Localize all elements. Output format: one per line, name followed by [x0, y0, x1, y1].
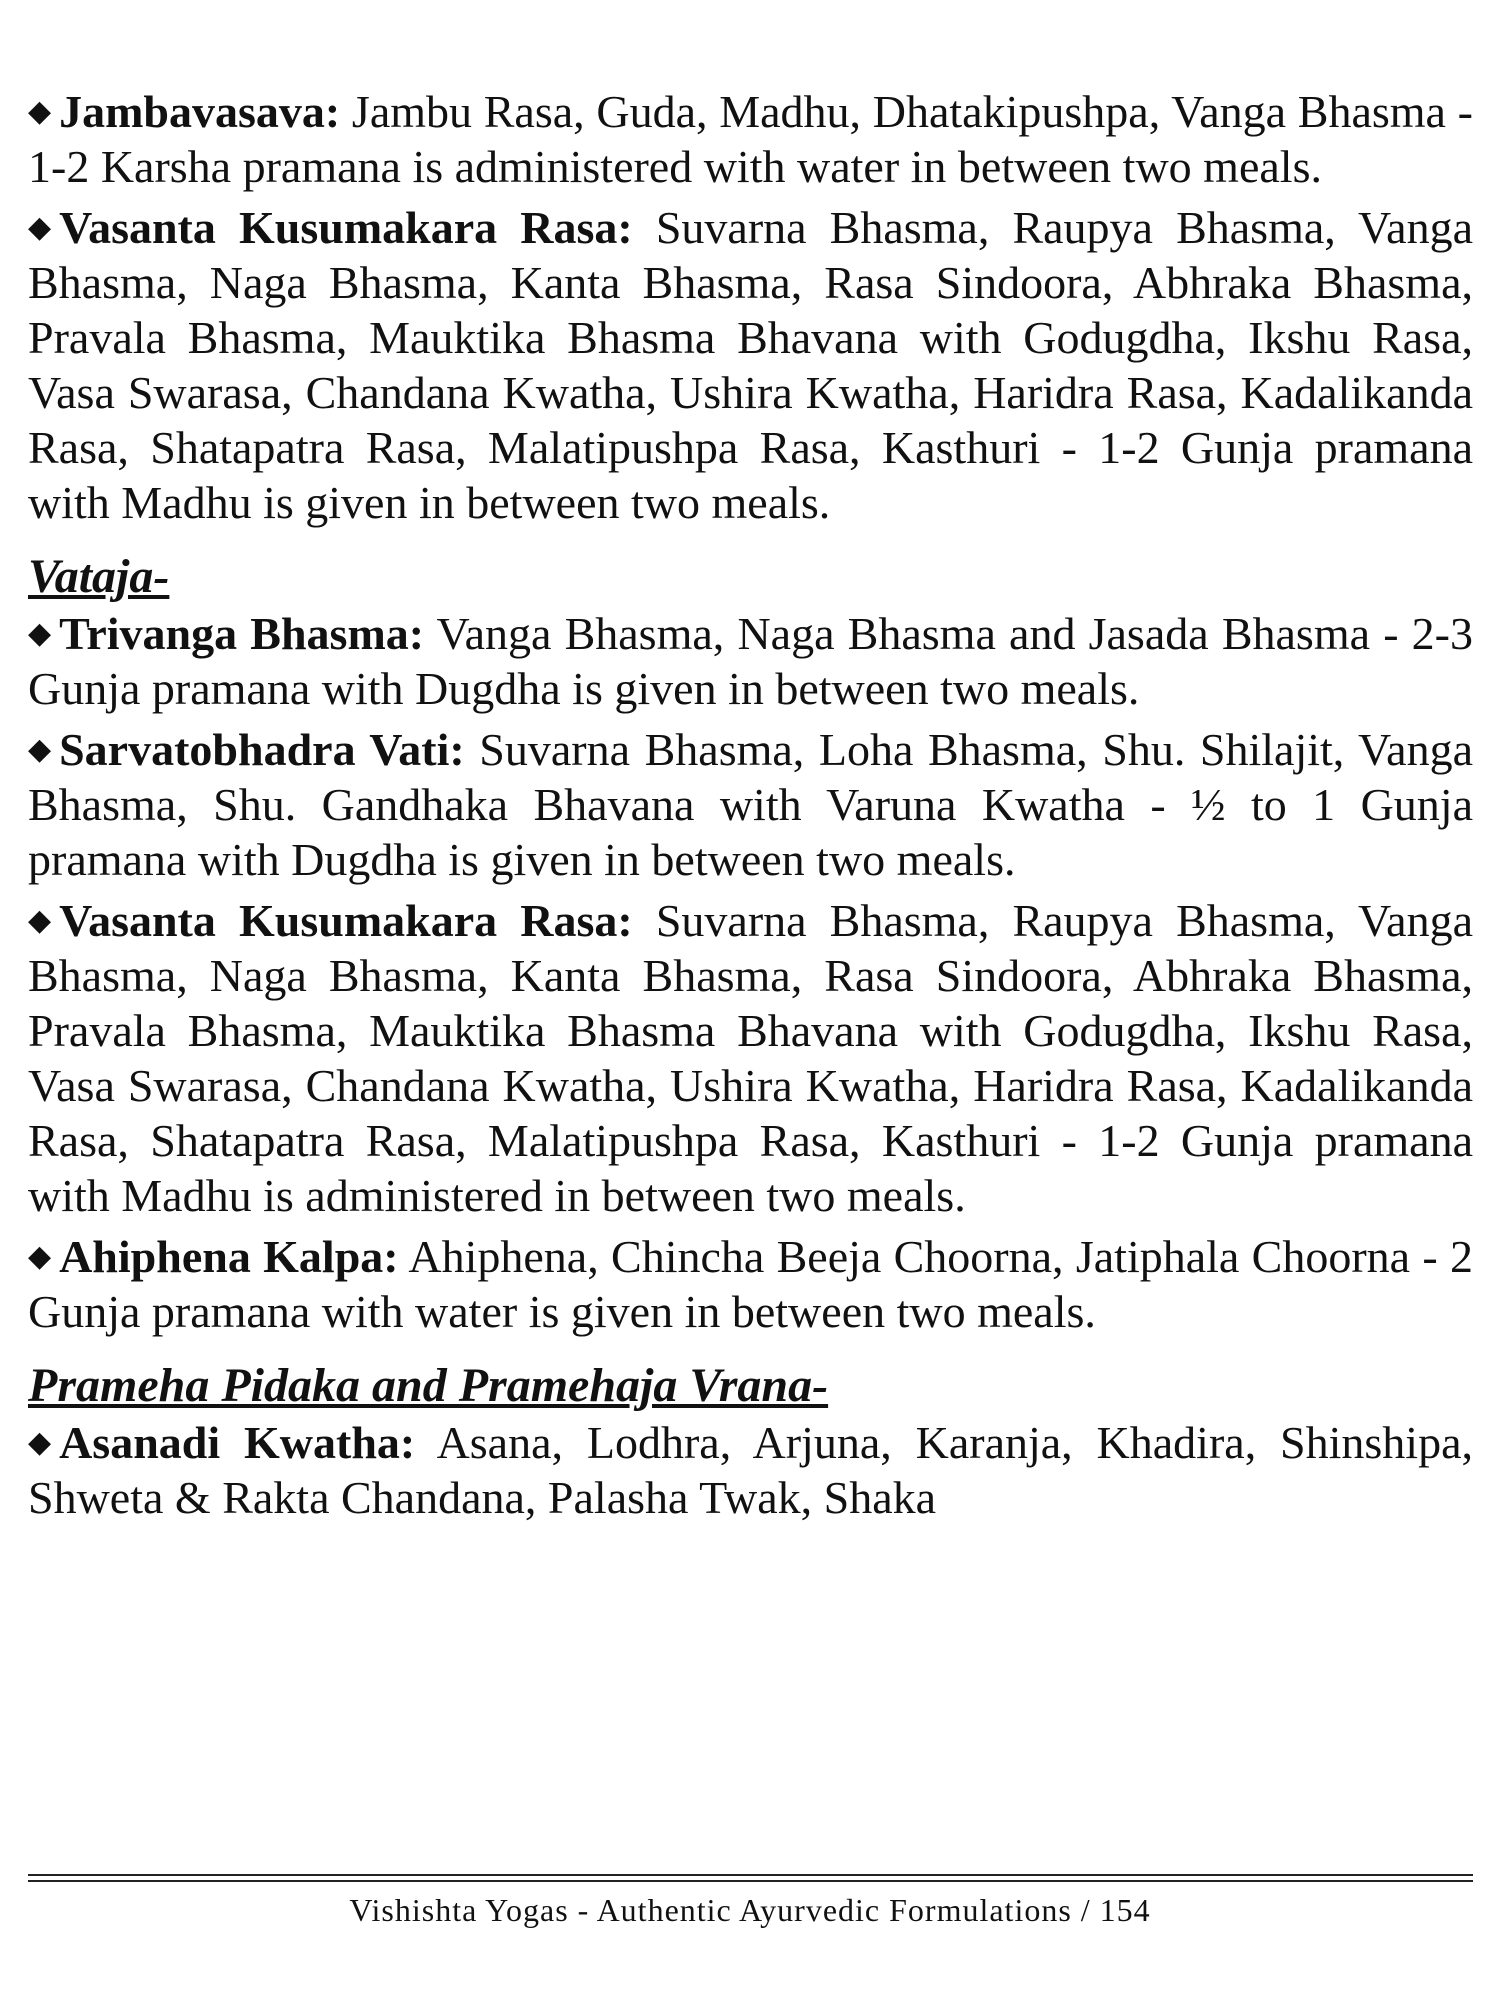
formulation-text: Suvarna Bhasma, Raupya Bhasma, Vanga Bhasma, Naga Bhasma, Kanta Bhasma, Rasa Sindoora, Abhraka Bhasma, Pravala Bhasma, Mauktika Bhasma Bhavana with Godugdha, Ikshu Rasa, Vasa Swarasa, Chandana Kwatha, Ushira Kwatha, Haridra Rasa, Kadalikanda Rasa, Shatapatra Rasa, Malatipushpa Rasa, Kasthuri - 1-2 Gunja pramana with Madhu is given in between two meals. — [28, 202, 1474, 528]
formulation-text: Asana, Lodhra, Arjuna, Karanja, Khadira, Shinshipa, Shweta & Rakta Chandana, Palasha Twak, Shaka — [28, 1417, 1474, 1523]
diamond-bullet-icon: ◆ — [28, 1240, 52, 1273]
formulation-name: Ahiphena Kalpa: — [59, 1231, 399, 1282]
divider — [28, 1874, 1473, 1876]
formulation-name: Sarvatobhadra Vati: — [59, 724, 465, 775]
section-heading-prameha-pidaka: Prameha Pidaka and Pramehaja Vrana- — [28, 1359, 829, 1412]
formulation-name: Asanadi Kwatha: — [59, 1417, 416, 1468]
divider — [28, 1880, 1473, 1882]
entry-vasanta-kusumakara-1 — [28, 200, 1473, 530]
formulation-text: Suvarna Bhasma, Raupya Bhasma, Vanga Bhasma, Naga Bhasma, Kanta Bhasma, Rasa Sindoora, Abhraka Bhasma, Pravala Bhasma, Mauktika Bhasma Bhavana with Godugdha, Ikshu Rasa, Vasa Swarasa, Chandana Kwatha, Ushira Kwatha, Haridra Rasa, Kadalikanda Rasa, Shatapatra Rasa, Malatipushpa Rasa, Kasthuri - 1-2 Gunja pramana with Madhu is administered in between two meals. — [28, 895, 1474, 1221]
entry-vasanta-kusumakara-2 — [28, 893, 1473, 1223]
formulation-text: Vanga Bhasma, Naga Bhasma and Jasada Bhasma - 2-3 Gunja pramana with Dugdha is given in between two meals. — [28, 608, 1473, 714]
formulation-text: Ahiphena, Chincha Beeja Choorna, Jatiphala Choorna - 2 Gunja pramana with water is given in between two meals. — [28, 1231, 1473, 1337]
formulation-text: Suvarna Bhasma, Loha Bhasma, Shu. Shilajit, Vanga Bhasma, Shu. Gandhaka Bhavana with Varuna Kwatha - ½ to 1 Gunja pramana with Dugdha is given in between two meals. — [28, 724, 1473, 885]
formulation-name: Trivanga Bhasma: — [59, 608, 425, 659]
diamond-bullet-icon: ◆ — [28, 733, 52, 766]
formulation-name: Vasanta Kusumakara Rasa: — [59, 895, 633, 946]
formulation-text: Jambu Rasa, Guda, Madhu, Dhatakipushpa, Vanga Bhasma - 1-2 Karsha pramana is administered with water in between two meals. — [28, 86, 1473, 192]
section-heading-vataja: Vataja- — [28, 550, 170, 603]
page-body — [28, 84, 1473, 1531]
diamond-bullet-icon: ◆ — [28, 1426, 52, 1459]
entry-ahiphena-kalpa — [28, 1229, 1473, 1339]
diamond-bullet-icon: ◆ — [28, 904, 52, 937]
footer-rule — [28, 1874, 1473, 1886]
entry-trivanga-bhasma — [28, 606, 1473, 716]
diamond-bullet-icon: ◆ — [28, 211, 52, 244]
entry-jambavasava — [28, 84, 1473, 194]
page-footer: Vishishta Yogas - Authentic Ayurvedic Formulations / 154 — [349, 1892, 1151, 1928]
formulation-name: Vasanta Kusumakara Rasa: — [59, 202, 633, 253]
entry-asanadi-kwatha — [28, 1415, 1473, 1525]
entry-sarvatobhadra-vati — [28, 722, 1473, 887]
formulation-name: Jambavasava: — [59, 86, 341, 137]
diamond-bullet-icon: ◆ — [28, 95, 52, 128]
diamond-bullet-icon: ◆ — [28, 617, 52, 650]
